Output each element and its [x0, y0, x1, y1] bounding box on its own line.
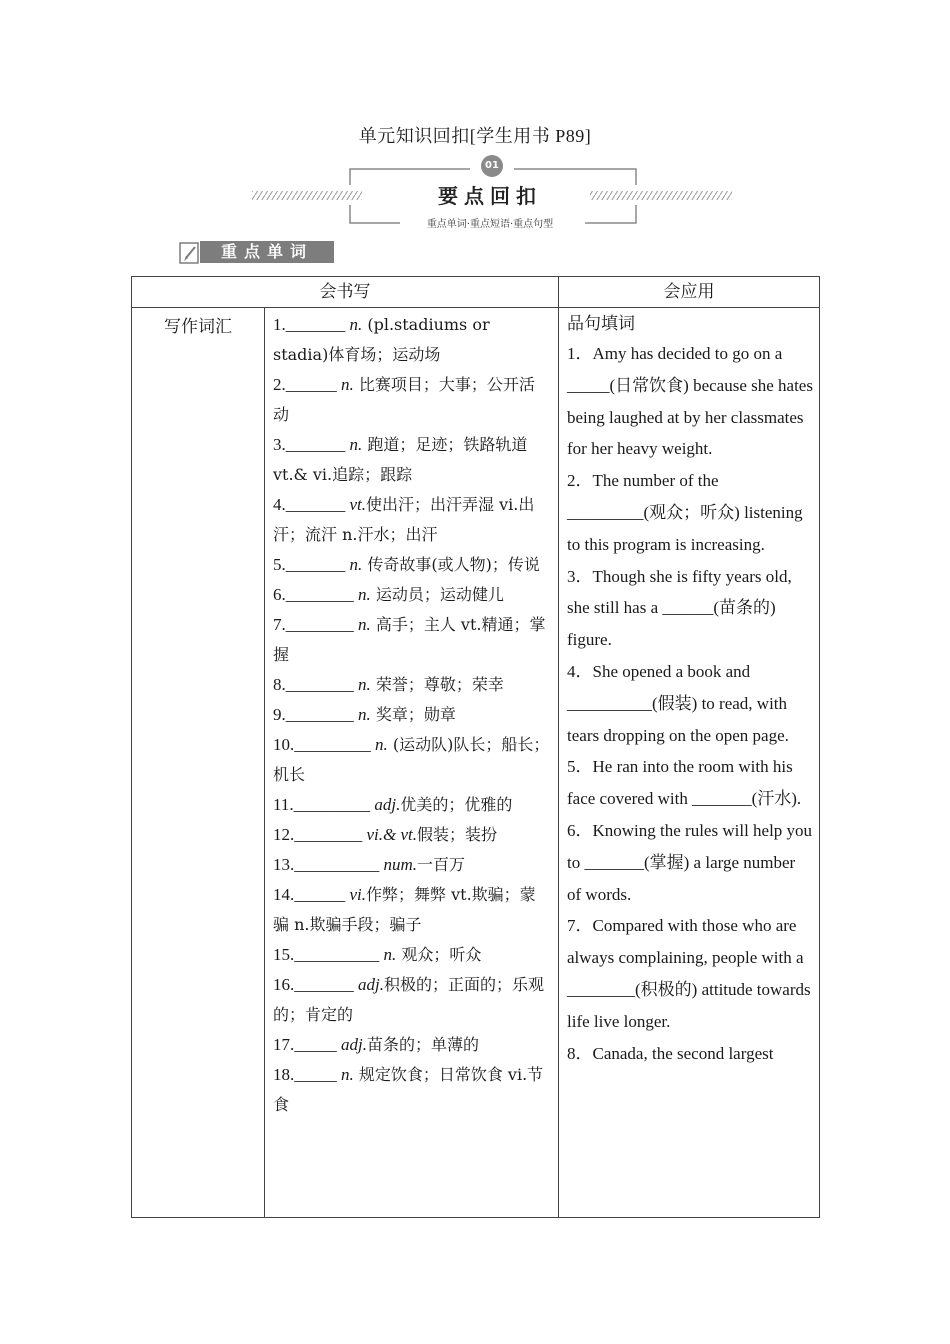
answer-blank[interactable]: _______	[294, 975, 354, 994]
answer-blank[interactable]: _________	[293, 795, 371, 814]
sentence-item: 4．She opened a book and __________(假装) to read, with tears dropping on the open page.	[567, 661, 789, 745]
banner-subheading: 重点单词·重点短语·重点句型	[426, 219, 554, 230]
vocab-item: 7.________ n. 高手；主人 vt.精通；掌握	[273, 615, 546, 664]
answer-blank[interactable]: __________	[294, 945, 380, 964]
vocab-item: 10._________ n. (运动队)队长；船长；机长	[273, 735, 550, 784]
answer-blank[interactable]: ________	[285, 675, 354, 694]
sentence-item: 2．The number of the _________(观众；听众) listening to this program is increasing.	[567, 471, 803, 554]
answer-blank[interactable]: ________	[294, 825, 363, 844]
answer-blank[interactable]: _______	[285, 555, 346, 574]
vocab-item: 13.__________ num.一百万	[273, 855, 466, 874]
sentence-item: 3．Though she is fifty years old, she still has a ______(苗条的) figure.	[567, 566, 792, 650]
vocab-item: 3._______ n. 跑道；足迹；铁路轨道 vt.& vi.追踪；跟踪	[273, 435, 528, 484]
sentence-list	[559, 308, 820, 1218]
vocab-item: 14.______ vi.作弊；舞弊 vt.欺骗；蒙骗 n.欺骗手段；骗子	[273, 885, 536, 934]
answer-blank[interactable]: _______	[285, 435, 346, 454]
answer-blank[interactable]: _______	[285, 315, 346, 334]
section-banner	[240, 155, 740, 233]
sentence-item: 7．Compared with those who are always complaining, people with a ________(积极的) attitude towards life live longer.	[567, 916, 811, 1031]
vocab-item: 8.________ n. 荣誉；尊敬；荣幸	[273, 675, 504, 694]
vocab-item: 4._______ vt.使出汗；出汗弄湿 vi.出汗；流汗 n.汗水；出汗	[273, 495, 535, 544]
sentence-item: 1．Amy has decided to go on a _____(日常饮食) because she hates being laughed at by her classmates for her heavy weight.	[567, 344, 813, 459]
answer-blank[interactable]: _______	[285, 495, 346, 514]
answer-blank[interactable]: __________	[294, 855, 380, 874]
section-label-text: 重点单词	[220, 242, 313, 261]
header-writing: 会书写	[132, 277, 559, 308]
vocab-item: 1._______ n. (pl.stadiums or stadia)体育场；运动场	[273, 315, 490, 364]
answer-blank[interactable]: ______	[285, 375, 337, 394]
sentence-item: 5．He ran into the room with his face covered with _______(汗水).	[567, 757, 802, 809]
answer-blank[interactable]: _________	[294, 735, 371, 754]
vocab-item: 17._____ adj.苗条的；单薄的	[273, 1035, 479, 1054]
answer-blank[interactable]: _____	[294, 1035, 337, 1054]
sentence-heading: 品句填词	[567, 314, 635, 334]
vocabulary-table	[131, 276, 820, 1218]
answer-blank[interactable]: ________	[285, 615, 354, 634]
vocab-item: 2.______ n. 比赛项目；大事；公开活动	[273, 375, 535, 424]
header-application: 会应用	[559, 277, 820, 308]
vocab-item: 9.________ n. 奖章；勋章	[273, 705, 456, 724]
vocab-item: 6.________ n. 运动员；运动健儿	[273, 585, 504, 604]
sentence-item: 8．Canada, the second largest	[567, 1043, 774, 1063]
sentence-item: 6．Knowing the rules will help you to _______(掌握) a large number of words.	[567, 820, 813, 904]
vocab-item: 5._______ n. 传奇故事(或人物)；传说	[273, 555, 540, 574]
vocab-list	[265, 308, 559, 1218]
answer-blank[interactable]: ________	[285, 705, 354, 724]
section-label	[178, 239, 338, 267]
answer-blank[interactable]: _____	[294, 1065, 337, 1084]
vocab-item: 11._________ adj.优美的；优雅的	[273, 795, 513, 814]
answer-blank[interactable]: ________	[285, 585, 354, 604]
vocab-item: 18._____ n. 规定饮食；日常饮食 vi.节食	[273, 1065, 544, 1114]
vocab-item: 12.________ vi.& vt.假装；装扮	[273, 825, 498, 844]
vocab-item: 15.__________ n. 观众；听众	[273, 945, 482, 964]
banner-heading: 要点回扣	[438, 184, 542, 208]
answer-blank[interactable]: ______	[294, 885, 346, 904]
section-number-badge: 01	[481, 155, 503, 177]
page-title: 单元知识回扣[学生用书 P89]	[358, 126, 592, 146]
category-cell: 写作词汇	[132, 308, 265, 1218]
vocab-item: 16._______ adj.积极的；正面的；乐观的；肯定的	[273, 975, 544, 1024]
